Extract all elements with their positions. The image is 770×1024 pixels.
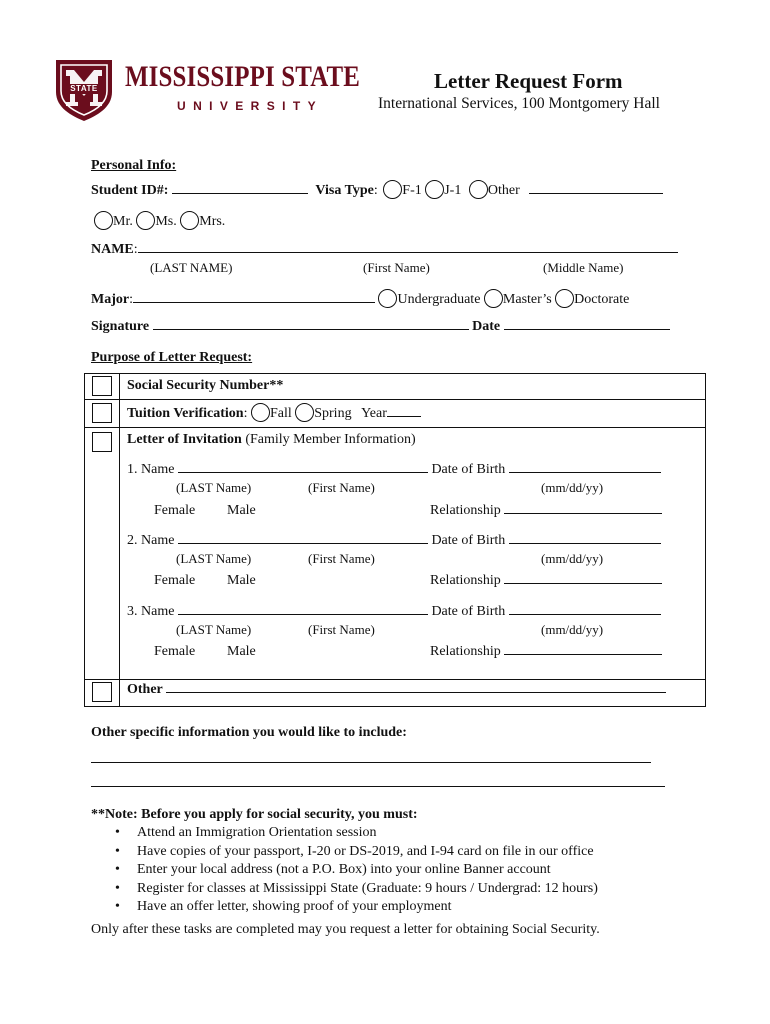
degree-doctorate-radio[interactable]	[555, 289, 574, 308]
ssn-label: Social Security Number**	[127, 378, 284, 393]
title-mr-label: Mr.	[113, 214, 133, 229]
term-spring-radio[interactable]	[295, 403, 314, 422]
member-2-male-option[interactable]: Male	[227, 573, 256, 588]
member-2-last-caption: (LAST Name)	[176, 551, 252, 566]
note-list	[91, 825, 598, 918]
purpose-heading: Purpose of Letter Request:	[91, 350, 253, 365]
logo-state-text: STATE	[70, 84, 98, 93]
other-info-line-2[interactable]	[91, 786, 665, 787]
degree-doctorate-label: Doctorate	[574, 292, 630, 307]
visa-other-radio[interactable]	[469, 180, 488, 199]
member-2-first-caption: (First Name)	[308, 551, 375, 566]
date-label: Date	[472, 319, 501, 334]
term-fall-radio[interactable]	[251, 403, 270, 422]
purpose-column-divider	[119, 373, 120, 707]
member-dob-label: Date of Birth	[431, 533, 506, 548]
tuition-row: Tuition Verification: Fall Spring Year	[127, 403, 421, 422]
visa-type-label: Visa Type	[315, 183, 374, 198]
student-id-field[interactable]	[172, 193, 308, 194]
visa-other-field[interactable]	[529, 193, 663, 194]
member-3-last-caption: (LAST Name)	[176, 622, 252, 637]
term-fall-label: Fall	[269, 406, 292, 421]
year-label: Year	[361, 406, 387, 421]
name-middle-caption: (Middle Name)	[543, 260, 624, 275]
member-2-name-row	[127, 533, 661, 549]
major-row: Major: Undergraduate Master’s Doctorate	[91, 289, 629, 308]
member-3-relationship-field[interactable]	[504, 654, 662, 655]
signature-row	[91, 319, 670, 335]
signature-label: Signature	[91, 319, 150, 334]
member-dob-label: Date of Birth	[431, 604, 506, 619]
other-field[interactable]	[166, 692, 666, 693]
visa-f1-radio[interactable]	[383, 180, 402, 199]
member-1-date-caption: (mm/dd/yy)	[541, 480, 604, 495]
row-divider	[84, 679, 706, 680]
member-2-date-caption: (mm/dd/yy)	[541, 551, 604, 566]
ssn-checkbox[interactable]	[92, 376, 112, 396]
tuition-label: Tuition Verification	[127, 406, 244, 421]
visa-f1-label: F-1	[402, 183, 422, 198]
title-ms-label: Ms.	[155, 214, 177, 229]
member-relationship-label: Relationship	[430, 573, 501, 588]
member-1-dob-field[interactable]	[509, 472, 661, 473]
member-3-female-option[interactable]: Female	[154, 644, 196, 659]
invitation-row	[127, 432, 416, 448]
signature-field[interactable]	[153, 329, 469, 330]
personal-info-heading: Personal Info:	[91, 158, 177, 173]
member-3-male-option[interactable]: Male	[227, 644, 256, 659]
member-relationship-label: Relationship	[430, 644, 501, 659]
other-row	[127, 682, 666, 698]
member-name-label: 3. Name	[127, 604, 175, 619]
office-address: International Services, 100 Montgomery Hall	[378, 95, 660, 112]
invitation-checkbox[interactable]	[92, 432, 112, 452]
degree-undergraduate-label: Undergraduate	[397, 292, 481, 307]
note-item: • Enter your local address (not a P.O. Box) into your online Banner account	[91, 862, 598, 881]
member-1-last-caption: (LAST Name)	[176, 480, 252, 495]
degree-masters-radio[interactable]	[484, 289, 503, 308]
member-3-name-row	[127, 604, 661, 620]
term-spring-label: Spring	[314, 406, 352, 421]
visa-j1-label: J-1	[444, 183, 462, 198]
member-1-relationship-row	[430, 503, 662, 519]
invitation-label: Letter of Invitation	[127, 432, 242, 447]
member-1-name-field[interactable]	[178, 472, 428, 473]
title-mrs-radio[interactable]	[180, 211, 199, 230]
member-3-name-field[interactable]	[178, 614, 428, 615]
member-1-female-option[interactable]: Female	[154, 503, 196, 518]
degree-masters-label: Master’s	[502, 292, 552, 307]
date-field[interactable]	[504, 329, 670, 330]
note-item: • Have an offer letter, showing proof of your employment	[91, 899, 598, 918]
note-item: • Register for classes at Mississippi State (Graduate: 9 hours / Undergrad: 12 hours)	[91, 881, 598, 900]
row-divider	[84, 427, 706, 428]
visa-other-label: Other	[487, 183, 520, 198]
invitation-note: (Family Member Information)	[245, 432, 416, 447]
name-first-caption: (First Name)	[363, 260, 430, 275]
row-divider	[84, 399, 706, 400]
major-label: Major	[91, 292, 130, 307]
other-info-heading: Other specific information you would like to include:	[91, 725, 407, 740]
member-1-first-caption: (First Name)	[308, 480, 375, 495]
student-id-row: Student ID#: Visa Type: F-1 J-1 Other	[91, 180, 663, 199]
member-3-dob-field[interactable]	[509, 614, 661, 615]
member-3-first-caption: (First Name)	[308, 622, 375, 637]
name-last-caption: (LAST NAME)	[150, 260, 233, 275]
member-1-relationship-field[interactable]	[504, 513, 662, 514]
form-title: Letter Request Form	[434, 69, 623, 93]
degree-undergraduate-radio[interactable]	[378, 289, 397, 308]
university-logo	[52, 58, 116, 122]
member-relationship-label: Relationship	[430, 503, 501, 518]
member-2-dob-field[interactable]	[509, 543, 661, 544]
name-label: NAME	[91, 242, 134, 257]
title-row	[94, 211, 225, 230]
title-ms-radio[interactable]	[136, 211, 155, 230]
student-id-label: Student ID#:	[91, 183, 169, 198]
name-field[interactable]	[138, 252, 678, 253]
year-field[interactable]	[387, 416, 421, 417]
member-3-relationship-row	[430, 644, 662, 660]
visa-j1-radio[interactable]	[425, 180, 444, 199]
tuition-checkbox[interactable]	[92, 403, 112, 423]
note-item: • Attend an Immigration Orientation session	[91, 825, 598, 844]
name-row: NAME:	[91, 242, 678, 258]
university-name: MISSISSIPPI STATE	[125, 60, 361, 93]
university-subtitle: UNIVERSITY	[177, 99, 324, 113]
member-2-name-field[interactable]	[178, 543, 428, 544]
note-footer: Only after these tasks are completed may you request a letter for obtaining Social Security.	[91, 922, 600, 937]
major-field[interactable]	[133, 302, 375, 303]
member-dob-label: Date of Birth	[431, 462, 506, 477]
member-name-label: 2. Name	[127, 533, 175, 548]
member-1-male-option[interactable]: Male	[227, 503, 256, 518]
other-label: Other	[127, 682, 163, 697]
note-item: • Have copies of your passport, I-20 or DS-2019, and I-94 card on file in our office	[91, 844, 598, 863]
member-name-label: 1. Name	[127, 462, 175, 477]
member-2-relationship-row	[430, 573, 662, 589]
member-3-date-caption: (mm/dd/yy)	[541, 622, 604, 637]
other-info-line-1[interactable]	[91, 762, 651, 763]
title-mr-radio[interactable]	[94, 211, 113, 230]
member-2-relationship-field[interactable]	[504, 583, 662, 584]
member-2-female-option[interactable]: Female	[154, 573, 196, 588]
other-checkbox[interactable]	[92, 682, 112, 702]
note-heading: **Note: Before you apply for social security, you must:	[91, 807, 418, 822]
title-mrs-label: Mrs.	[199, 214, 226, 229]
member-1-name-row	[127, 462, 661, 478]
